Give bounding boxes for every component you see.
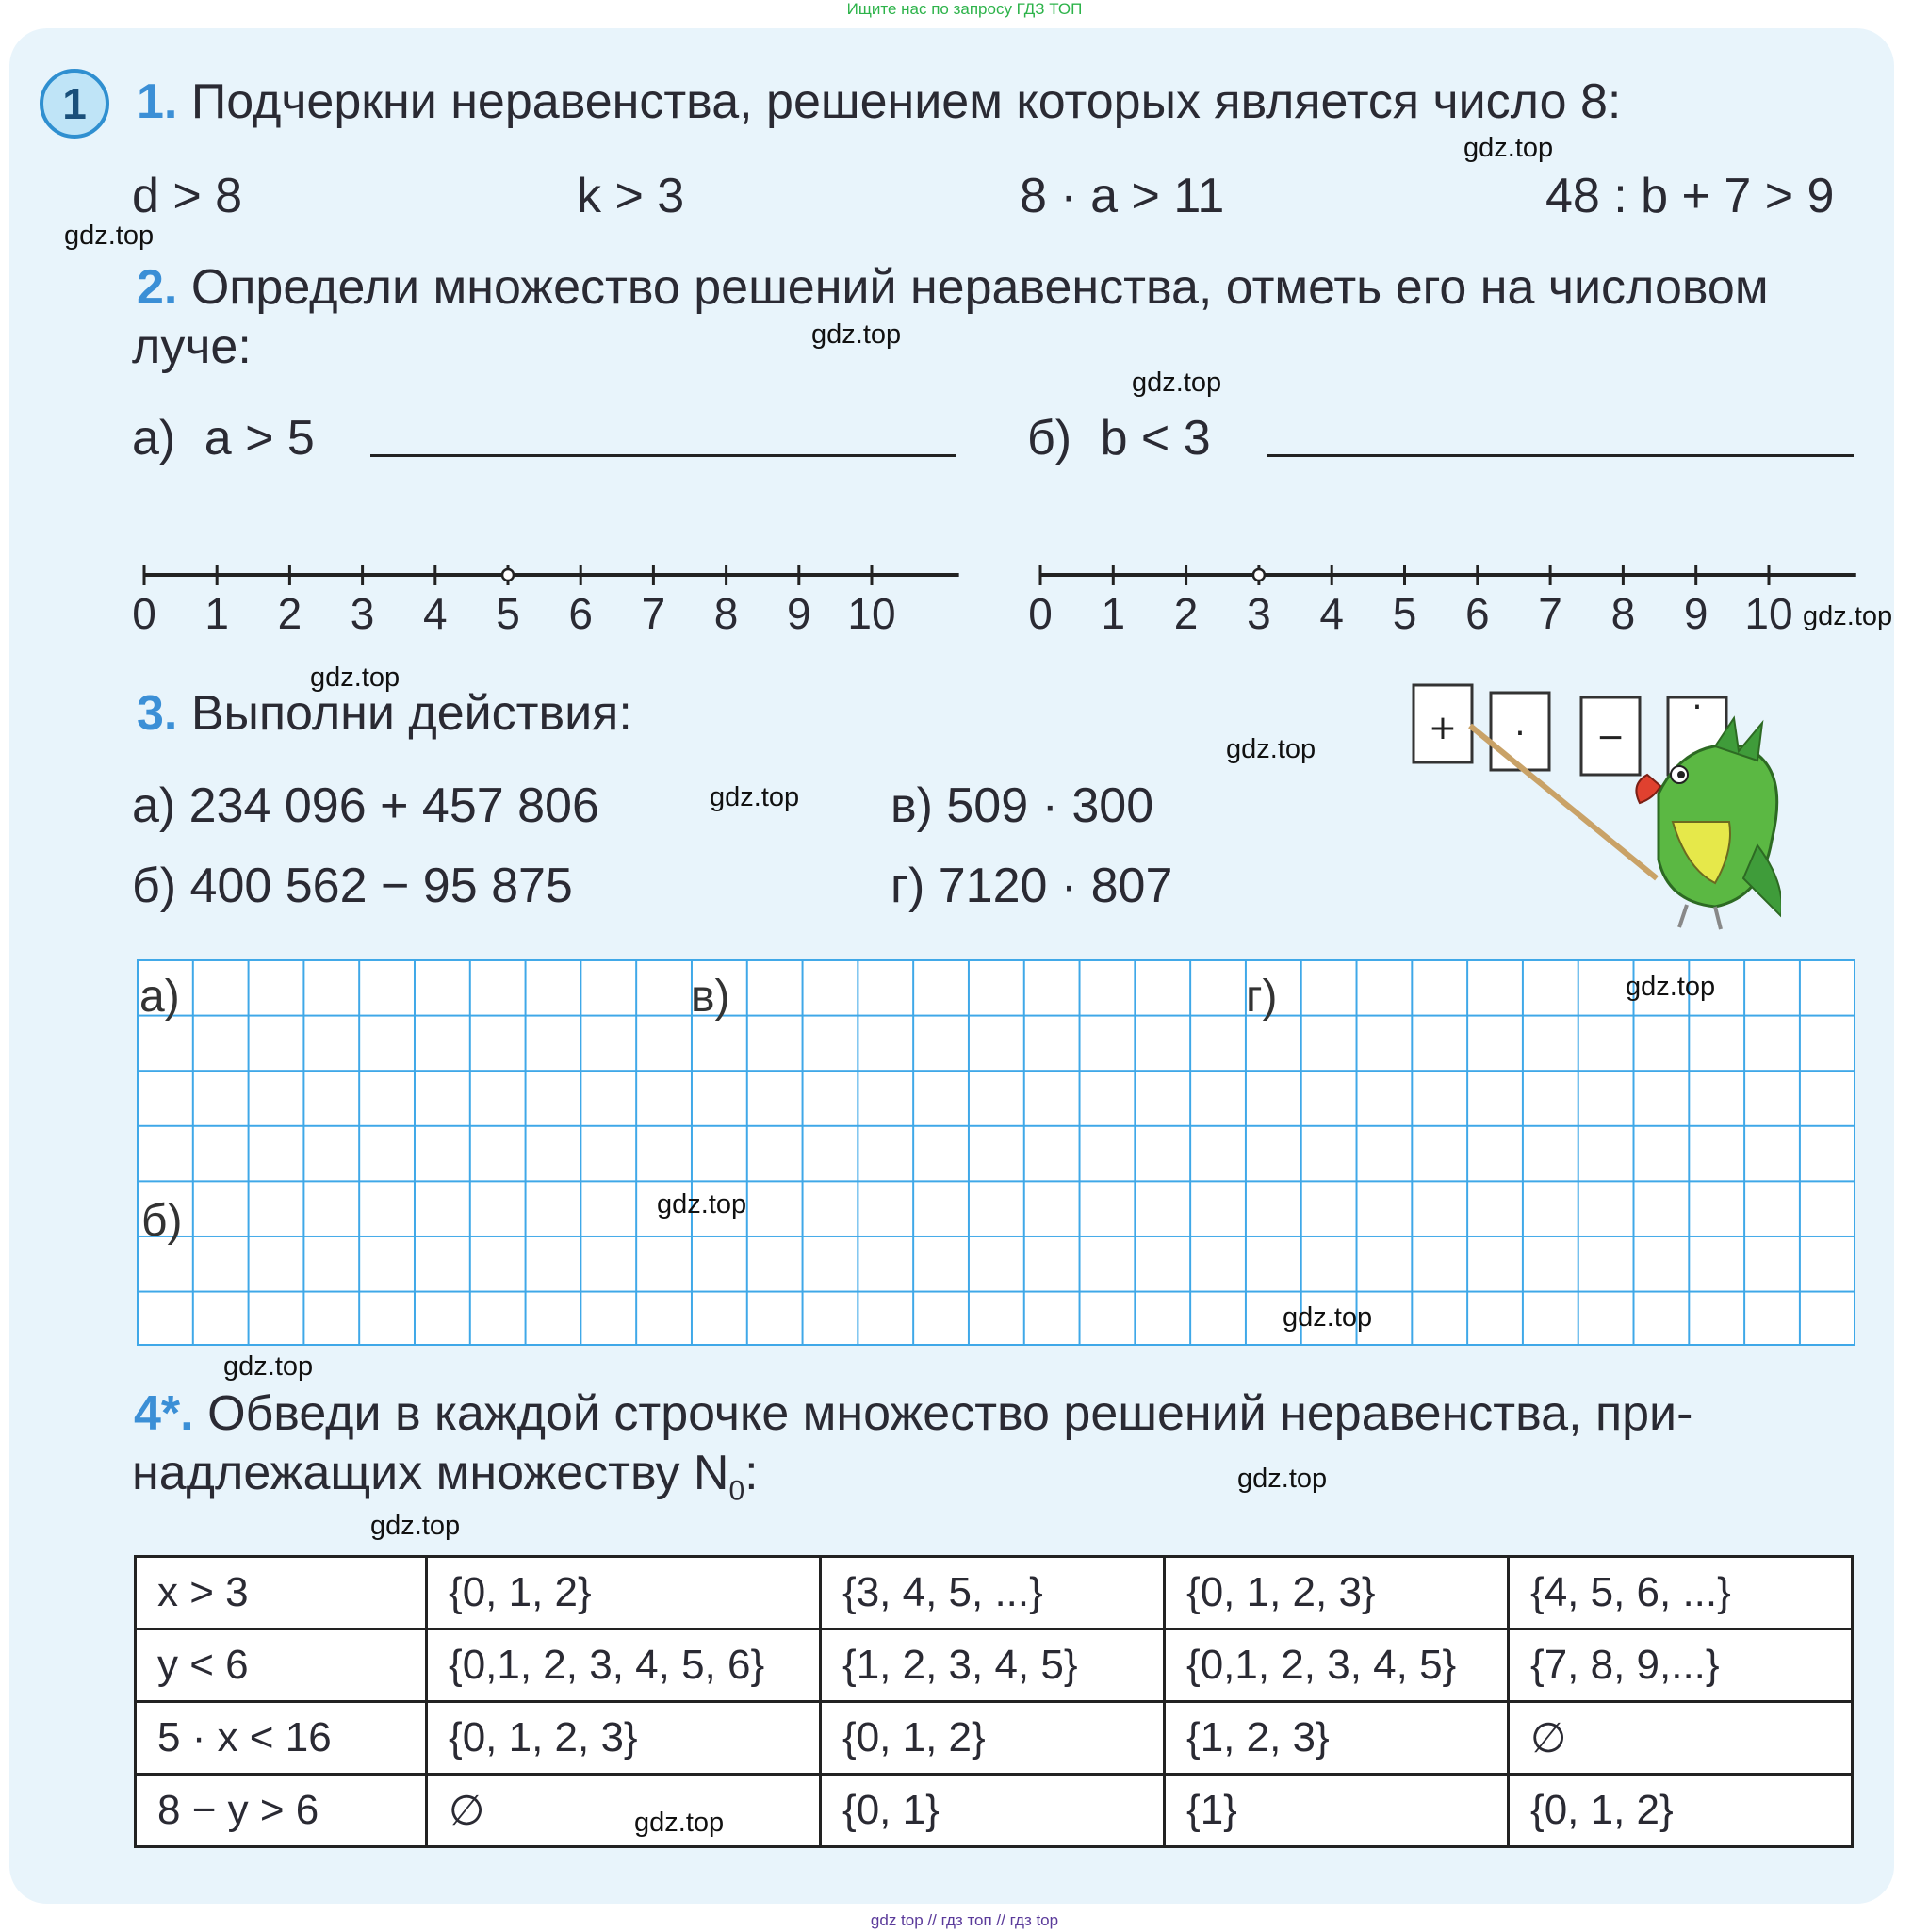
- table-row: [136, 1629, 1853, 1702]
- exercise-badge: 1: [40, 69, 109, 139]
- header-note: Ищите нас по запросу ГДЗ ТОП: [846, 0, 1083, 18]
- grid-label-g: г): [1246, 972, 1278, 1022]
- task4-number: 4*.: [134, 1386, 194, 1441]
- ray-tick-label: 3: [1247, 589, 1271, 638]
- solution-set-cell[interactable]: {0, 1}: [821, 1775, 1165, 1847]
- watermark: gdz.top: [1132, 368, 1222, 398]
- solution-set-cell[interactable]: {0,1, 2, 3, 4, 5}: [1165, 1629, 1509, 1702]
- solution-set-cell[interactable]: {0,1, 2, 3, 4, 5, 6}: [427, 1629, 821, 1702]
- task4-line2-end: :: [744, 1446, 759, 1500]
- task4-line2-subscript: 0: [728, 1475, 745, 1507]
- solution-set-cell[interactable]: {0, 1, 2}: [427, 1557, 821, 1629]
- solution-set-cell[interactable]: {1}: [1165, 1775, 1509, 1847]
- watermark: gdz.top: [1283, 1302, 1373, 1333]
- ray-tick-label: 8: [713, 589, 739, 638]
- ray-tick-label: 10: [1744, 589, 1793, 638]
- calculation-grid[interactable]: [137, 959, 1855, 1346]
- watermark: gdz.top: [1803, 601, 1893, 631]
- solution-set-cell[interactable]: ∅: [427, 1775, 821, 1847]
- ray-tick-label: 4: [423, 589, 448, 638]
- solution-set-cell[interactable]: ∅: [1509, 1702, 1853, 1775]
- task2-text-line1: Определи множество решений неравенства, отметь его на числовом: [190, 260, 1769, 315]
- card-plus: +: [1428, 709, 1458, 747]
- number-lines: [0, 547, 1929, 650]
- solution-set-cell[interactable]: {0, 1, 2}: [821, 1702, 1165, 1775]
- task2-b-answer-line[interactable]: [1267, 454, 1854, 457]
- ray-tick-label: 9: [1683, 589, 1708, 638]
- solutions-table: [134, 1555, 1854, 1848]
- watermark: gdz.top: [634, 1808, 725, 1838]
- task1-text: Подчеркни неравенства, решением которых является число 8:: [190, 74, 1622, 129]
- watermark: gdz.top: [657, 1189, 747, 1220]
- ray-tick-label: 7: [641, 589, 666, 638]
- task3-b: б) 400 562 − 95 875: [132, 859, 573, 913]
- watermark: gdz.top: [1463, 133, 1554, 163]
- watermark: gdz.top: [811, 319, 902, 350]
- solution-set-cell[interactable]: {0, 1, 2, 3}: [427, 1702, 821, 1775]
- task2-a-expr: a > 5: [204, 411, 315, 466]
- watermark: gdz.top: [1237, 1464, 1328, 1494]
- task2-heading: [137, 259, 1769, 316]
- ray-open-point: [502, 569, 514, 581]
- task2-text-line2: луче:: [132, 319, 252, 374]
- table-row: [136, 1775, 1853, 1847]
- task2-number: 2.: [137, 260, 178, 315]
- number-ray-a[interactable]: [132, 565, 958, 638]
- inequality-cell: 8 − y > 6: [136, 1775, 427, 1847]
- task4-heading: [134, 1385, 1692, 1442]
- ray-tick-label: 0: [1028, 589, 1053, 638]
- ray-tick-label: 4: [1319, 589, 1344, 638]
- task4-line2-main: надлежащих множеству N: [132, 1446, 729, 1500]
- watermark: gdz.top: [1626, 972, 1716, 1002]
- task1-item-1[interactable]: d > 8: [132, 169, 243, 223]
- ray-tick-label: 1: [1101, 589, 1126, 638]
- task4-text-line2: [132, 1445, 759, 1507]
- inequality-cell: 5 · x < 16: [136, 1702, 427, 1775]
- task3-number: 3.: [137, 686, 178, 741]
- ray-tick-label: 10: [847, 589, 896, 638]
- task2-b-label: б): [1027, 411, 1072, 466]
- parrot-illustration: [1404, 680, 1781, 935]
- watermark: gdz.top: [710, 782, 800, 812]
- solution-set-cell[interactable]: {7, 8, 9,...}: [1509, 1629, 1853, 1702]
- task1-item-3[interactable]: 8 · a > 11: [1020, 169, 1225, 223]
- task2-a-answer-line[interactable]: [370, 454, 956, 457]
- watermark: gdz.top: [223, 1351, 314, 1382]
- task4-text-line1: Обведи в каждой строчке множество решений неравенства, при-: [207, 1386, 1693, 1441]
- footer-note: gdz top // гдз топ // гдз top: [870, 1911, 1059, 1929]
- ray-tick-label: 6: [1465, 589, 1490, 638]
- ray-tick-label: 5: [496, 589, 520, 638]
- watermark: gdz.top: [64, 221, 155, 251]
- card-dot-2: ·: [1692, 688, 1703, 727]
- ray-tick-label: 6: [568, 589, 593, 638]
- task2-a: [132, 410, 315, 467]
- card-dot-1: ·: [1514, 714, 1526, 753]
- solution-set-cell[interactable]: {0, 1, 2}: [1509, 1775, 1853, 1847]
- inequality-cell: y < 6: [136, 1629, 427, 1702]
- ray-tick-label: 3: [350, 589, 375, 638]
- solution-set-cell[interactable]: {4, 5, 6, ...}: [1509, 1557, 1853, 1629]
- task2-b-expr: b < 3: [1100, 411, 1211, 466]
- task3-text: Выполни действия:: [190, 686, 632, 741]
- inequality-cell: x > 3: [136, 1557, 427, 1629]
- ray-tick-label: 0: [132, 589, 156, 638]
- watermark: gdz.top: [370, 1511, 461, 1541]
- ray-tick-label: 2: [277, 589, 302, 638]
- ray-tick-label: 8: [1610, 589, 1636, 638]
- ray-tick-label: 7: [1538, 589, 1562, 638]
- ray-tick-label: 2: [1173, 589, 1199, 638]
- solution-set-cell[interactable]: {1, 2, 3, 4, 5}: [821, 1629, 1165, 1702]
- task1-number: 1.: [137, 74, 178, 129]
- ray-open-point: [1253, 569, 1265, 581]
- solution-set-cell[interactable]: {1, 2, 3}: [1165, 1702, 1509, 1775]
- watermark: gdz.top: [1226, 734, 1316, 764]
- grid-label-a: а): [139, 972, 180, 1022]
- card-minus: −: [1595, 718, 1626, 757]
- task1-heading: [137, 74, 1621, 130]
- grid-label-v: в): [691, 972, 730, 1022]
- task3-a: а) 234 096 + 457 806: [132, 778, 599, 833]
- task2-b: [1027, 410, 1211, 467]
- number-ray-b[interactable]: [1028, 565, 1856, 638]
- ray-tick-label: 9: [787, 589, 811, 638]
- task2-a-label: а): [132, 411, 176, 466]
- table-row: [136, 1557, 1853, 1629]
- task1-item-4[interactable]: 48 : b + 7 > 9: [1545, 169, 1835, 223]
- grid-label-b: б): [141, 1196, 183, 1246]
- table-row: [136, 1702, 1853, 1775]
- ray-tick-label: 5: [1392, 589, 1417, 638]
- ray-tick-label: 1: [204, 589, 229, 638]
- watermark: gdz.top: [310, 663, 401, 693]
- task3-v: в) 509 · 300: [891, 778, 1154, 833]
- solution-set-cell[interactable]: {3, 4, 5, ...}: [821, 1557, 1165, 1629]
- task3-g: г) 7120 · 807: [891, 859, 1173, 913]
- task1-item-2[interactable]: k > 3: [577, 169, 685, 223]
- task3-heading: [137, 685, 632, 742]
- solution-set-cell[interactable]: {0, 1, 2, 3}: [1165, 1557, 1509, 1629]
